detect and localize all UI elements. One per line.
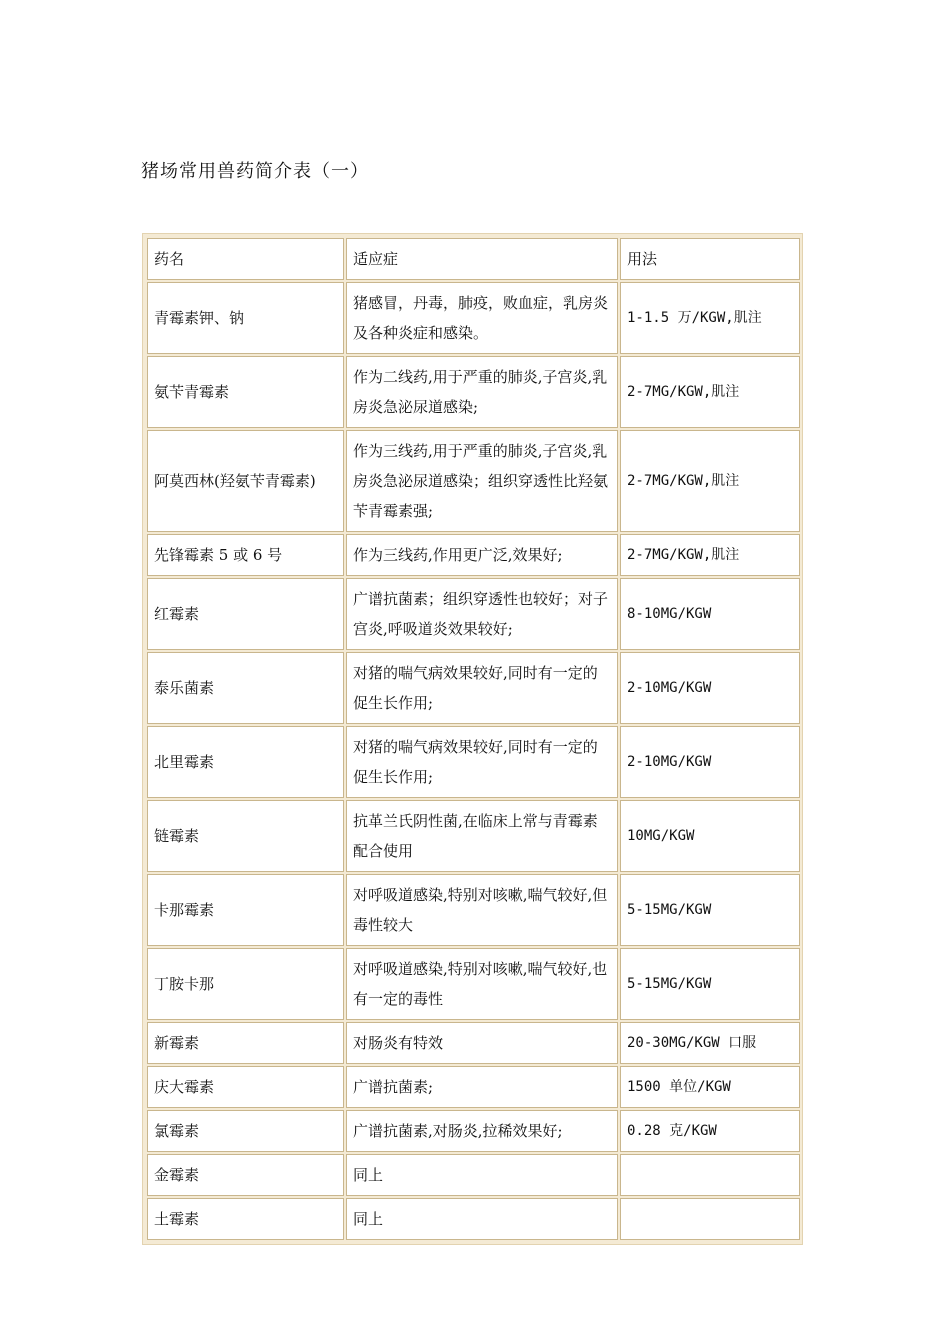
drug-name-cell: 氨苄青霉素	[147, 356, 344, 428]
usage-cell: 2-10MG/KGW	[620, 652, 800, 724]
table-row	[147, 726, 800, 798]
page-title: 猪场常用兽药简介表（一）	[141, 161, 369, 182]
indication-cell: 同上	[346, 1198, 618, 1240]
table-row	[147, 1198, 800, 1240]
drug-name-cell: 北里霉素	[147, 726, 344, 798]
table-row	[147, 356, 800, 428]
indication-cell: 广谱抗菌素;	[346, 1066, 618, 1108]
indication-cell: 同上	[346, 1154, 618, 1196]
usage-cell	[620, 1198, 800, 1240]
header-usage: 用法	[620, 238, 800, 280]
indication-cell: 作为三线药,用于严重的肺炎,子宫炎,乳房炎急泌尿道感染；组织穿透性比羟氨苄青霉素强;	[346, 430, 618, 532]
drug-name-cell: 氯霉素	[147, 1110, 344, 1152]
indication-cell: 猪感冒，丹毒，肺疫，败血症，乳房炎及各种炎症和感染。	[346, 282, 618, 354]
usage-cell: 2-7MG/KGW,肌注	[620, 356, 800, 428]
drug-table	[145, 236, 802, 1242]
drug-name-cell: 阿莫西林(羟氨苄青霉素)	[147, 430, 344, 532]
table-row	[147, 652, 800, 724]
usage-cell: 2-7MG/KGW,肌注	[620, 430, 800, 532]
usage-cell: 2-7MG/KGW,肌注	[620, 534, 800, 576]
usage-cell: 1500 单位/KGW	[620, 1066, 800, 1108]
usage-cell: 5-15MG/KGW	[620, 874, 800, 946]
drug-table-frame	[142, 233, 803, 1245]
table-row	[147, 578, 800, 650]
table-row	[147, 282, 800, 354]
table-row	[147, 534, 800, 576]
indication-cell: 广谱抗菌素,对肠炎,拉稀效果好;	[346, 1110, 618, 1152]
indication-cell: 对呼吸道感染,特别对咳嗽,喘气较好,也有一定的毒性	[346, 948, 618, 1020]
indication-cell: 对猪的喘气病效果较好,同时有一定的促生长作用;	[346, 726, 618, 798]
table-row	[147, 1066, 800, 1108]
drug-name-cell: 先锋霉素 5 或 6 号	[147, 534, 344, 576]
indication-cell: 抗革兰氏阴性菌,在临床上常与青霉素配合使用	[346, 800, 618, 872]
usage-cell: 0.28 克/KGW	[620, 1110, 800, 1152]
drug-name-cell: 青霉素钾、钠	[147, 282, 344, 354]
usage-cell	[620, 1154, 800, 1196]
drug-name-cell: 链霉素	[147, 800, 344, 872]
drug-name-cell: 金霉素	[147, 1154, 344, 1196]
table-row	[147, 1154, 800, 1196]
header-indication: 适应症	[346, 238, 618, 280]
indication-cell: 作为三线药,作用更广泛,效果好;	[346, 534, 618, 576]
indication-cell: 作为二线药,用于严重的肺炎,子宫炎,乳房炎急泌尿道感染;	[346, 356, 618, 428]
usage-cell: 10MG/KGW	[620, 800, 800, 872]
header-drug-name: 药名	[147, 238, 344, 280]
table-row	[147, 948, 800, 1020]
indication-cell: 对呼吸道感染,特别对咳嗽,喘气较好,但毒性较大	[346, 874, 618, 946]
table-row	[147, 1110, 800, 1152]
drug-name-cell: 丁胺卡那	[147, 948, 344, 1020]
drug-name-cell: 新霉素	[147, 1022, 344, 1064]
usage-cell: 5-15MG/KGW	[620, 948, 800, 1020]
drug-name-cell: 庆大霉素	[147, 1066, 344, 1108]
indication-cell: 对肠炎有特效	[346, 1022, 618, 1064]
table-row	[147, 800, 800, 872]
drug-name-cell: 土霉素	[147, 1198, 344, 1240]
usage-cell: 2-10MG/KGW	[620, 726, 800, 798]
usage-cell: 1-1.5 万/KGW,肌注	[620, 282, 800, 354]
indication-cell: 对猪的喘气病效果较好,同时有一定的促生长作用;	[346, 652, 618, 724]
drug-name-cell: 泰乐菌素	[147, 652, 344, 724]
table-header-row	[147, 238, 800, 280]
table-row	[147, 430, 800, 532]
drug-name-cell: 红霉素	[147, 578, 344, 650]
table-row	[147, 1022, 800, 1064]
drug-name-cell: 卡那霉素	[147, 874, 344, 946]
usage-cell: 20-30MG/KGW 口服	[620, 1022, 800, 1064]
indication-cell: 广谱抗菌素；组织穿透性也较好；对子宫炎,呼吸道炎效果较好;	[346, 578, 618, 650]
usage-cell: 8-10MG/KGW	[620, 578, 800, 650]
table-row	[147, 874, 800, 946]
